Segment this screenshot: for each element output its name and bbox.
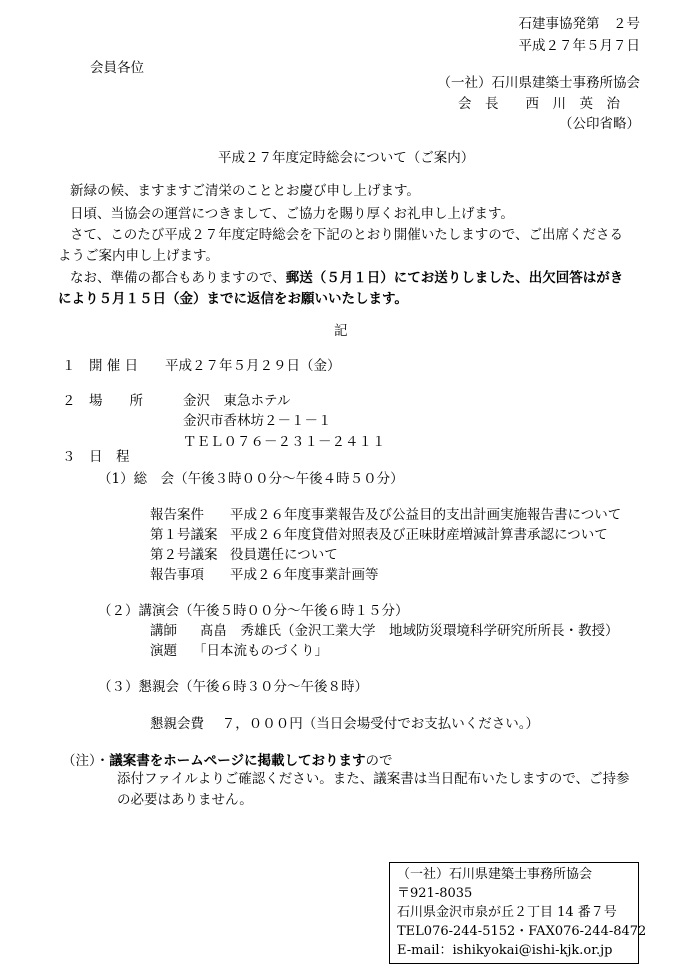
contact-postal: 〒921-8035 [397,886,473,901]
document-title: 平成２７年度定時総会について（ご案内） [218,150,475,166]
ki-heading: 記 [334,323,348,339]
contact-box [389,862,647,964]
reception-fee: 懇親会費 ７，０００円（当日会場受付でお支払いください。） [150,716,540,732]
document-number: 石建事協発第 ２号 [518,16,640,32]
note-bold: 議案書をホームページに掲載しております [109,753,366,769]
agenda-label: 第２号議案 [150,547,218,563]
topic-value: 「日本流ものづくり」 [193,643,328,659]
agenda-label: 報告事項 [150,567,204,583]
reply-request-bold-1: 郵送（５月１日）にてお送りしました、出欠回答はがき [285,270,624,286]
sender-president: 会 長 西 川 英 治 [458,96,620,112]
agenda-text: 平成２６年度事業計画等 [230,567,379,583]
topic-label: 演題 [150,643,177,659]
item-date-value: 平成２７年５月２９日（金） [165,358,341,374]
item-place-address: 金沢市香林坊２－１－１ [183,413,332,429]
lecture-heading: （２）講演会（午後５時００分～午後６時１５分） [98,603,409,619]
agenda-text: 平成２６年度貸借対照表及び正味財産増減計算書承認について [230,527,608,543]
item-place-label: ２ 場 所 [62,393,143,409]
agenda-label: 報告案件 [150,507,204,523]
agenda-label: 第１号議案 [150,527,218,543]
invitation-line-2: ようご案内申し上げます。 [58,248,219,264]
note-prefix: （注）・ [62,753,110,769]
reply-request-line-1 [70,272,623,286]
note-line-2: 添付ファイルよりご確認ください。また、議案書は当日配布いたしますので、ご持参 [117,771,630,787]
seal-note: （公印省略） [559,116,640,132]
item-schedule-label: ３ 日 程 [62,449,130,465]
lecturer-label: 講師 [150,623,177,639]
sender-organization: （一社）石川県建築士事務所協会 [437,75,640,91]
item-date-label: １ 開 催 日 [62,358,139,374]
addressee: 会員各位 [90,60,144,76]
agenda-text: 役員選任について [230,547,338,563]
reception-heading: （３）懇親会（午後６時３０分～午後８時） [98,679,368,695]
contact-tel-fax: TEL076-244-5152・FAX076-244-8472 [397,924,647,939]
contact-address: 石川県金沢市泉が丘２丁目 14 番７号 [397,905,617,920]
note-suffix: ので [365,753,393,769]
general-meeting-heading: （1）総 会（午後３時００分～午後４時５０分） [98,471,404,487]
lecturer-value: 髙畠 秀雄氏（金沢工業大学 地域防災環境科学研究所所長・教授） [200,623,619,639]
note-line-1 [62,755,392,769]
agenda-text: 平成２６年度事業報告及び公益目的支出計画実施報告書について [230,507,622,523]
item-place-name: 金沢 東急ホテル [183,393,291,409]
greeting-paragraph-2: 日頃、当協会の運営につきまして、ご協力を賜り厚くお礼申し上げます。 [70,206,514,222]
invitation-line-1: さて、このたび平成２７年度定時総会を下記のとおり開催いたしますので、ご出席くださる [70,227,623,243]
document-date: 平成２７年５月７日 [518,38,640,54]
note-line-3: の必要はありません。 [117,792,253,808]
reply-request-line-2: により５月１５日（金）までに返信をお願いいたします。 [58,291,408,307]
reply-request-plain: なお、準備の都合もありますので、 [70,270,286,286]
greeting-paragraph-1: 新緑の候、ますますご清栄のこととお慶び申し上げます。 [70,183,420,199]
contact-org: （一社）石川県建築士事務所協会 [397,867,593,882]
item-place-tel: ＴＥＬ０７６－２３１－２４１１ [183,434,386,450]
contact-email[interactable]: E-mail：ishikyokai@ishi-kjk.or.jp [397,943,613,958]
